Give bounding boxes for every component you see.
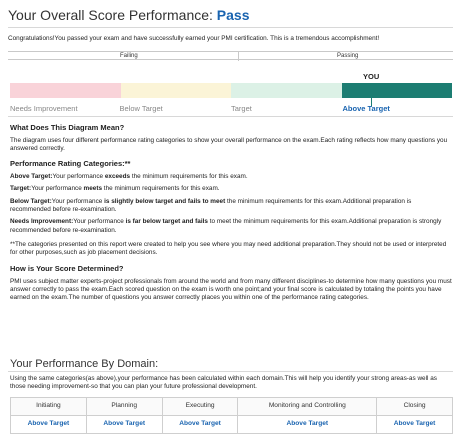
def-below-target: Below Target:Your performance is slightly below target and fails to meet the minimum requirements for this exam.Additional preparation is recommended before re-examination. [10,197,412,214]
section-divider [8,116,453,117]
title-prefix: Your Overall Score Performance: [8,7,217,23]
failing-label: Failing [120,53,138,60]
domain-result-monitoring: Above Target [238,416,377,434]
label-above-target: Above Target [342,104,390,113]
def-above-target: Above Target:Your performance exceeds the minimum requirements for this exam. [10,173,248,181]
score-text: PMI uses subject matter experts-project professionals from around the world and from many different disciplines-to determine how many questions you must answer correctly to pass the exam.Each scored question on the exam is worth one point;and your final score is calculated by totaling the points you have earned on the exam.The number of questions you answer correctly places you within one of the performance rating categories. [10,277,452,302]
category-labels [10,104,452,114]
domain-header-closing: Closing [377,398,453,416]
def-target: Target:Your performance meets the minimum requirements for this exam. [10,185,220,193]
domain-table [10,397,453,434]
domain-header-row [11,398,453,416]
domain-intro: Using the same categories(as above),your performance has been calculated within each domain.This will help you identify your strong areas-as well as those needing improvement-so that you can plan your future professional development. [10,375,437,391]
domain-header-monitoring: Monitoring and Controlling [238,398,377,416]
page-title [8,6,453,24]
label-below-target: Below Target [119,104,163,113]
fail-pass-scale [8,51,453,60]
domain-header-initiating: Initiating [11,398,87,416]
domain-result-closing: Above Target [377,416,453,434]
bar-below-target [121,83,232,98]
result-pass: Pass [216,7,250,23]
score-heading: How is Your Score Determined? [10,263,124,273]
categories-footnote: **The categories presented on this report were created to help you see where you may need additional preparation.They should not be used or interpreted for other purposes,such as job placement decisions. [10,241,447,257]
passing-label: Passing [337,53,359,60]
domain-result-executing: Above Target [162,416,238,434]
domain-result-planning: Above Target [86,416,162,434]
domain-header-executing: Executing [162,398,238,416]
performance-bar [10,83,452,98]
bar-above-target [342,83,453,98]
domain-divider [8,371,453,372]
domain-title: Your Performance By Domain: [10,358,159,370]
label-needs-improvement: Needs Improvement [10,104,78,113]
explanation-body [10,123,453,307]
diagram-heading: What Does This Diagram Mean? [10,123,125,132]
title-row [8,0,453,28]
scale-divider [238,51,239,61]
congratulations-text: Congratulations!You passed your exam and have successfully earned your PMI certification. This is a tremendous accomplishment! [8,35,380,42]
label-target: Target [231,104,252,113]
domain-result-row [11,416,453,434]
domain-result-initiating: Above Target [11,416,87,434]
domain-header-planning: Planning [86,398,162,416]
diagram-text: The diagram uses four different performance rating categories to show your overall performance on the exam.Each rating reflects how many questions you answered correctly. [10,136,448,153]
you-marker-label: YOU [363,72,380,81]
categories-heading: Performance Rating Categories:** [10,159,131,169]
bar-target [231,83,342,98]
def-needs-improvement: Needs Improvement:Your performance is far below target and fails to meet the minimum requirements for this exam.Additional preparation is strongly recommended before re-examination. [10,218,442,234]
bar-needs-improvement [10,83,121,98]
